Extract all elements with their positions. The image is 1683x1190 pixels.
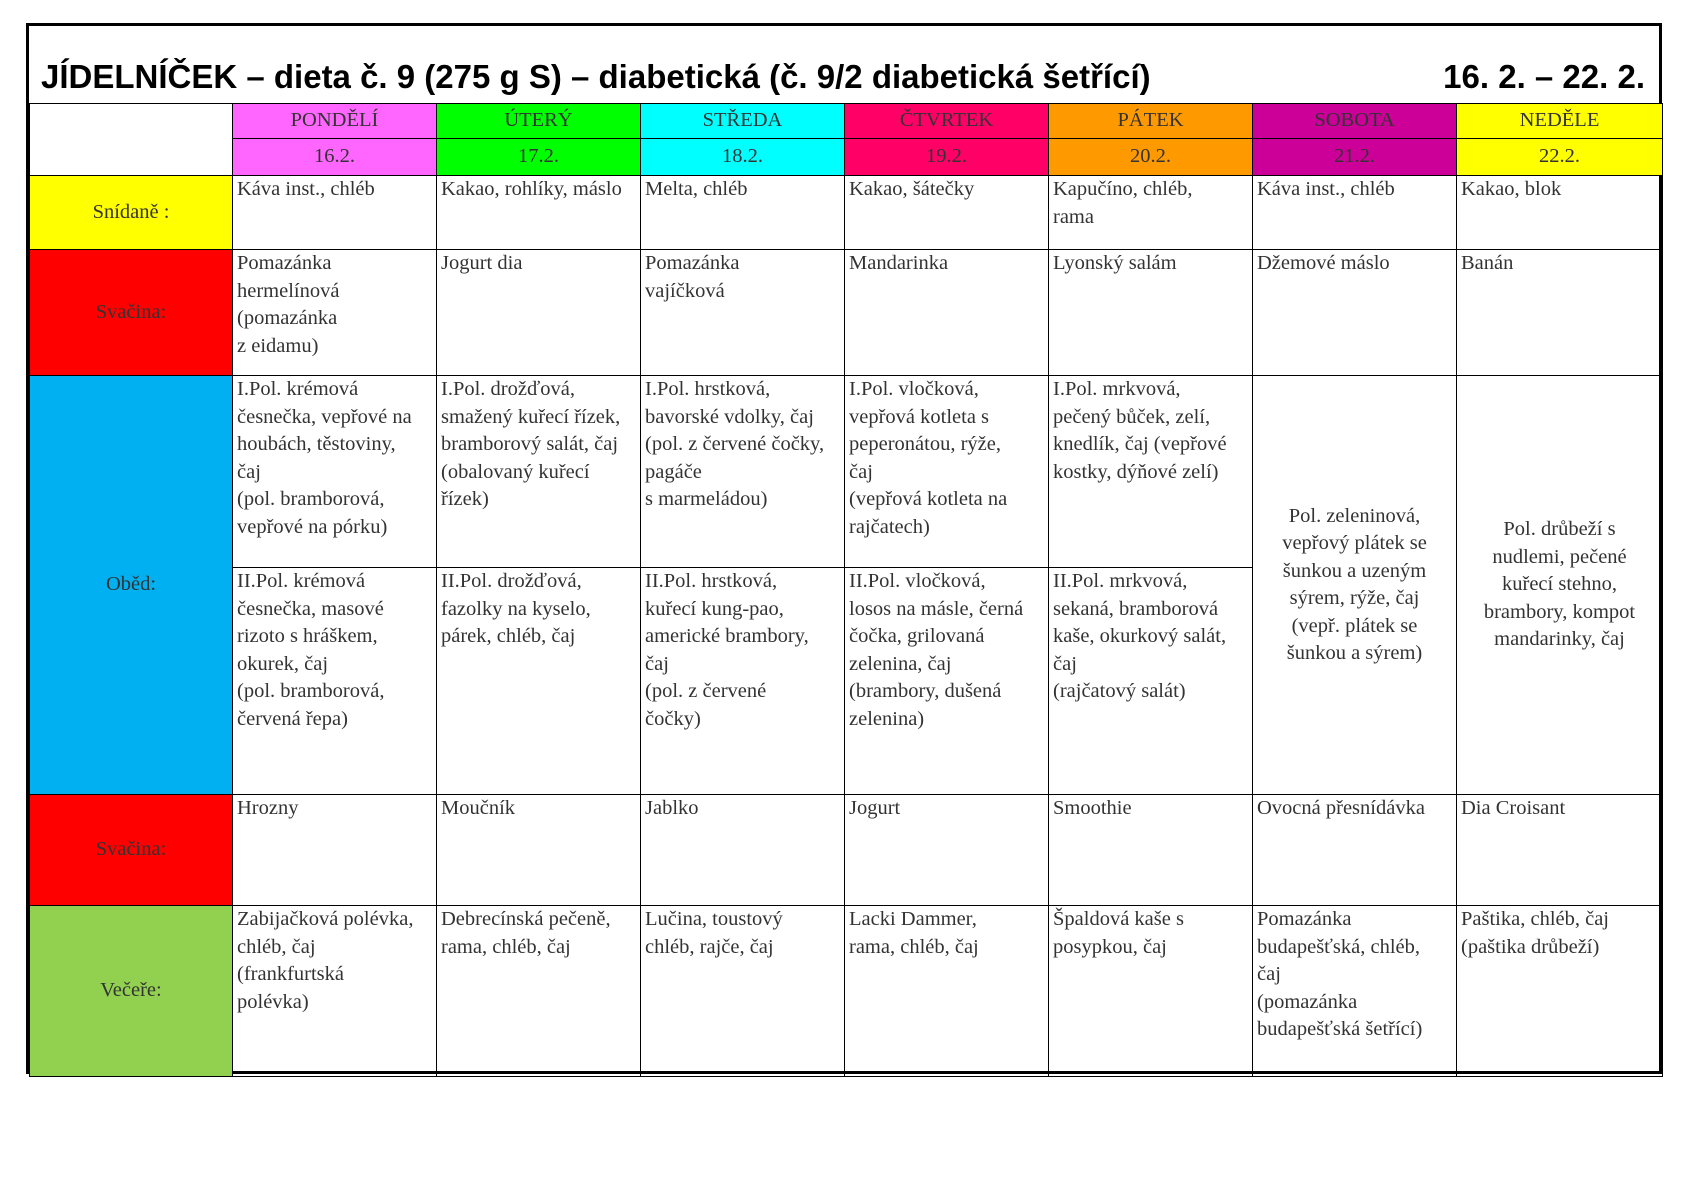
snack2-row bbox=[30, 795, 1663, 906]
breakfast-thursday: Kakao, šátečky bbox=[845, 176, 1049, 250]
day-name-sunday: NEDĚLE bbox=[1457, 104, 1663, 139]
day-date-thursday: 19.2. bbox=[845, 139, 1049, 176]
day-date-sunday: 22.2. bbox=[1457, 139, 1663, 176]
breakfast-friday: Kapučíno, chléb, rama bbox=[1049, 176, 1253, 250]
breakfast-monday: Káva inst., chléb bbox=[233, 176, 437, 250]
day-name-monday: PONDĚLÍ bbox=[233, 104, 437, 139]
day-name-saturday: SOBOTA bbox=[1253, 104, 1457, 139]
breakfast-wednesday: Melta, chléb bbox=[641, 176, 845, 250]
meal-label-snack1: Svačina: bbox=[30, 250, 233, 376]
day-names-row bbox=[30, 104, 1663, 139]
menu-sheet bbox=[26, 23, 1662, 1074]
day-name-thursday: ČTVRTEK bbox=[845, 104, 1049, 139]
date-range: 16. 2. – 22. 2. bbox=[1443, 58, 1645, 95]
lunch1-monday: I.Pol. krémová česnečka, vepřové na houbách, těstoviny, čaj (pol. bramborová, vepřové na pórku) bbox=[233, 376, 437, 568]
snack1-friday: Lyonský salám bbox=[1049, 250, 1253, 376]
lunch2-wednesday: II.Pol. hrstková, kuřecí kung-pao, americké brambory, čaj (pol. z červené čočky) bbox=[641, 568, 845, 795]
dinner-tuesday: Debrecínská pečeně, rama, chléb, čaj bbox=[437, 906, 641, 1077]
day-dates-row bbox=[30, 139, 1663, 176]
snack1-tuesday: Jogurt dia bbox=[437, 250, 641, 376]
lunch2-tuesday: II.Pol. drožďová, fazolky na kyselo, párek, chléb, čaj bbox=[437, 568, 641, 795]
dinner-friday: Špaldová kaše s posypkou, čaj bbox=[1049, 906, 1253, 1077]
breakfast-sunday: Kakao, blok bbox=[1457, 176, 1663, 250]
snack1-wednesday: Pomazánka vajíčková bbox=[641, 250, 845, 376]
lunch1-wednesday: I.Pol. hrstková, bavorské vdolky, čaj (pol. z červené čočky, pagáče s marmeládou) bbox=[641, 376, 845, 568]
snack1-sunday: Banán bbox=[1457, 250, 1663, 376]
day-date-monday: 16.2. bbox=[233, 139, 437, 176]
meal-label-breakfast: Snídaně : bbox=[30, 176, 233, 250]
lunch1-tuesday: I.Pol. drožďová, smažený kuřecí řízek, bramborový salát, čaj (obalovaný kuřecí řízek) bbox=[437, 376, 641, 568]
breakfast-tuesday: Kakao, rohlíky, máslo bbox=[437, 176, 641, 250]
dinner-wednesday: Lučina, toustový chléb, rajče, čaj bbox=[641, 906, 845, 1077]
lunch1-friday: I.Pol. mrkvová, pečený bůček, zelí, knedlík, čaj (vepřové kostky, dýňové zelí) bbox=[1049, 376, 1253, 568]
title-row bbox=[29, 26, 1659, 105]
snack2-sunday: Dia Croisant bbox=[1457, 795, 1663, 906]
snack1-saturday: Džemové máslo bbox=[1253, 250, 1457, 376]
dinner-row bbox=[30, 906, 1663, 1077]
snack2-wednesday: Jablko bbox=[641, 795, 845, 906]
snack1-monday: Pomazánka hermelínová (pomazánka z eidamu) bbox=[233, 250, 437, 376]
day-date-friday: 20.2. bbox=[1049, 139, 1253, 176]
dinner-sunday: Paštika, chléb, čaj (paštika drůbeží) bbox=[1457, 906, 1663, 1077]
lunch2-thursday: II.Pol. vločková, losos na másle, černá čočka, grilovaná zelenina, čaj (brambory, dušená zelenina) bbox=[845, 568, 1049, 795]
meal-label-lunch: Oběd: bbox=[30, 376, 233, 795]
meal-label-dinner: Večeře: bbox=[30, 906, 233, 1077]
snack2-monday: Hrozny bbox=[233, 795, 437, 906]
page-title: JÍDELNÍČEK – dieta č. 9 (275 g S) – diabetická (č. 9/2 diabetická šetřící) bbox=[41, 58, 1151, 95]
dinner-saturday: Pomazánka budapešťská, chléb, čaj (pomazánka budapešťská šetřící) bbox=[1253, 906, 1457, 1077]
day-date-wednesday: 18.2. bbox=[641, 139, 845, 176]
lunch-saturday: Pol. zeleninová, vepřový plátek se šunkou a uzeným sýrem, rýže, čaj (vepř. plátek se šunkou a sýrem) bbox=[1253, 376, 1457, 795]
snack2-tuesday: Moučník bbox=[437, 795, 641, 906]
lunch2-monday: II.Pol. krémová česnečka, masové rizoto s hráškem, okurek, čaj (pol. bramborová, červená řepa) bbox=[233, 568, 437, 795]
lunch1-thursday: I.Pol. vločková, vepřová kotleta s peperonátou, rýže, čaj (vepřová kotleta na rajčatech) bbox=[845, 376, 1049, 568]
day-name-tuesday: ÚTERÝ bbox=[437, 104, 641, 139]
snack1-thursday: Mandarinka bbox=[845, 250, 1049, 376]
header-corner bbox=[30, 104, 233, 176]
breakfast-row bbox=[30, 176, 1663, 250]
dinner-monday: Zabijačková polévka, chléb, čaj (frankfurtská polévka) bbox=[233, 906, 437, 1077]
dinner-thursday: Lacki Dammer, rama, chléb, čaj bbox=[845, 906, 1049, 1077]
day-date-tuesday: 17.2. bbox=[437, 139, 641, 176]
snack2-friday: Smoothie bbox=[1049, 795, 1253, 906]
day-date-saturday: 21.2. bbox=[1253, 139, 1457, 176]
menu-table bbox=[29, 103, 1663, 1077]
lunch-row-first bbox=[30, 376, 1663, 568]
lunch2-friday: II.Pol. mrkvová, sekaná, bramborová kaše, okurkový salát, čaj (rajčatový salát) bbox=[1049, 568, 1253, 795]
breakfast-saturday: Káva inst., chléb bbox=[1253, 176, 1457, 250]
lunch-sunday: Pol. drůbeží s nudlemi, pečené kuřecí stehno, brambory, kompot mandarinky, čaj bbox=[1457, 376, 1663, 795]
snack1-row bbox=[30, 250, 1663, 376]
snack2-saturday: Ovocná přesnídávka bbox=[1253, 795, 1457, 906]
meal-label-snack2: Svačina: bbox=[30, 795, 233, 906]
day-name-friday: PÁTEK bbox=[1049, 104, 1253, 139]
day-name-wednesday: STŘEDA bbox=[641, 104, 845, 139]
snack2-thursday: Jogurt bbox=[845, 795, 1049, 906]
